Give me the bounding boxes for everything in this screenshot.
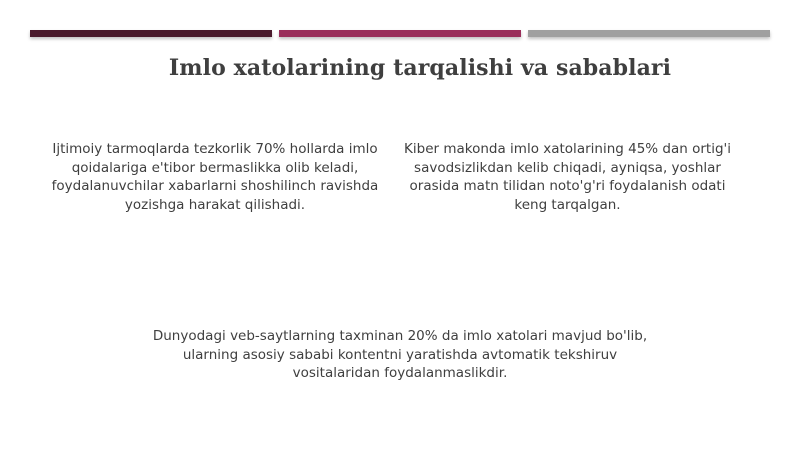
accent-bar-magenta xyxy=(279,30,521,37)
accent-bar-gray xyxy=(528,30,770,37)
slide-title: Imlo xatolarining tarqalishi va sabablari xyxy=(168,55,672,81)
text-block-right: Kiber makonda imlo xatolarining 45% dan ortig'i savodsizlikdan kelib chiqadi, ayniqsa, yoshlar orasida matn tilidan noto'g'ri foydalanish odati keng tarqalgan. xyxy=(404,141,731,213)
text-block-bottom: Dunyodagi veb-saytlarning taxminan 20% da imlo xatolari mavjud bo'lib, ularning asosiy sababi kontentni yaratishda avtomatik tekshiruv vositalaridan foydalanmaslikdir. xyxy=(152,328,648,381)
text-block-left: Ijtimoiy tarmoqlarda tezkorlik 70% hollarda imlo qoidalariga e'tibor bermaslikka olib keladi, foydalanuvchilar xabarlarni shoshilinch ravishda yozishga harakat qilishadi. xyxy=(51,141,379,213)
accent-bar-dark xyxy=(30,30,272,37)
